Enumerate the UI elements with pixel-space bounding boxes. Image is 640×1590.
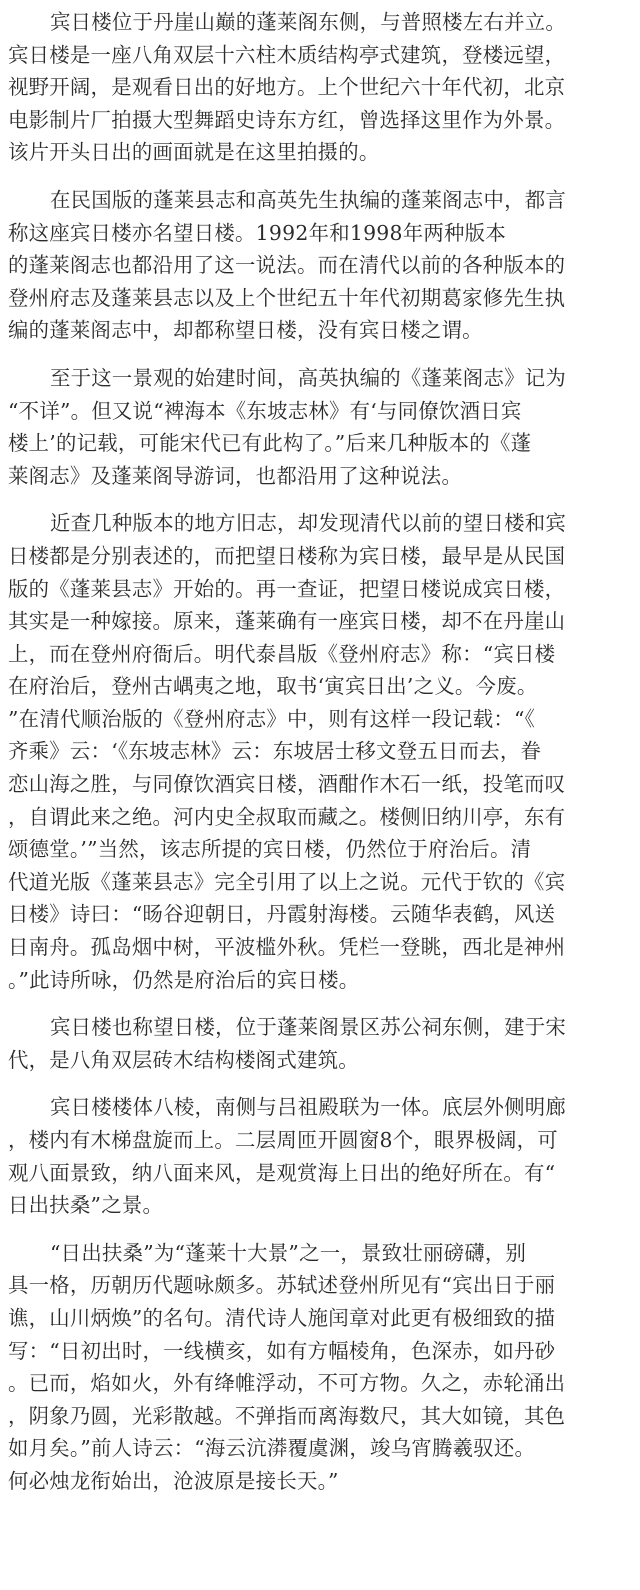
paragraph-7: [8, 1237, 632, 1498]
text-line: 在民国版的蓬莱县志和高英先生执编的蓬莱阁志中，都言: [50, 187, 567, 212]
text-line: 视野开阔，是观看日出的好地方。上个世纪六十年代初，北京: [8, 75, 566, 100]
text-line: 在府治后，登州古嵎夷之地，取书‘寅宾日出’之义。今废。: [8, 674, 538, 699]
text-line: 。已而，焰如火，外有绛帷浮动，不可方物。久之，赤轮涌出: [8, 1371, 566, 1396]
text-line: 观八面景致，纳八面来风，是观赏海上日出的绝好所在。有“: [8, 1160, 556, 1185]
text-line: “日出扶桑”为“蓬莱十大景”之一，景致壮丽磅礴，别: [50, 1240, 527, 1265]
paragraph-3: [8, 362, 632, 492]
text-line: 宾日楼位于丹崖山巅的蓬莱阁东侧，与普照楼左右并立。: [50, 10, 567, 34]
text-line: 。”此诗所咏，仍然是府治后的宾日楼。: [8, 967, 360, 992]
text-line: “不详”。但又说“裨海本《东坡志林》有‘与同僚饮酒日宾: [8, 398, 522, 423]
text-line: 称这座宾日楼亦名望日楼。1992年和1998年两种版本: [8, 220, 506, 245]
text-line: 的蓬莱阁志也都沿用了这一说法。而在清代以前的各种版本的: [8, 253, 566, 278]
text-line: 代道光版《蓬莱县志》完全引用了以上之说。元代于钦的《宾: [8, 869, 566, 894]
paragraph-5: [8, 1011, 632, 1076]
text-line: 谯，山川炳焕”的名句。清代诗人施闰章对此更有极细致的描: [8, 1305, 556, 1330]
text-line: 代，是八角双层砖木结构楼阁式建筑。: [8, 1047, 359, 1072]
text-line: 颂德堂。’”当然，该志所提的宾日楼，仍然位于府治后。清: [8, 837, 532, 862]
text-line: 楼上’的记载，可能宋代已有此构了。”后来几种版本的《蓬: [8, 431, 532, 456]
text-line: 宾日楼也称望日楼，位于蓬莱阁景区苏公祠东侧，建于宋: [50, 1015, 567, 1040]
text-line: ，楼内有木梯盘旋而上。二层周匝开圆窗8个，眼界极阔，可: [8, 1128, 558, 1152]
text-line: 至于这一景观的始建时间，高英执编的《蓬莱阁志》记为: [50, 365, 567, 390]
text-line: 莱阁志》及蓬莱阁导游词，也都沿用了这种说法。: [8, 463, 463, 488]
text-line: 登州府志及蓬莱县志以及上个世纪五十年代初期葛家修先生执: [8, 285, 566, 310]
text-line: 该片开头日出的画面就是在这里拍摄的。: [8, 140, 380, 165]
text-line: 恋山海之胜，与同僚饮酒宾日楼，酒酣作木石一纸，投笔而叹: [8, 772, 566, 797]
text-line: 其实是一种嫁接。原来，蓬莱确有一座宾日楼，却不在丹崖山: [8, 609, 566, 634]
text-line: 编的蓬莱阁志中，却都称望日楼，没有宾日楼之谓。: [8, 318, 483, 343]
text-line: 齐乘》云：‘《东坡志林》云：东坡居士移文登五日而去，眷: [8, 739, 542, 764]
paragraph-1: [8, 6, 632, 169]
text-line: 日南舟。孤岛烟中树，平波槛外秋。凭栏一登眺，西北是神州: [8, 935, 566, 960]
text-line: 宾日楼楼体八棱，南侧与吕祖殿联为一体。底层外侧明廊: [50, 1095, 567, 1120]
text-line: 近查几种版本的地方旧志，却发现清代以前的望日楼和宾: [50, 511, 567, 536]
text-line: ，阴象乃圆，光彩散越。不弹指而离海数尺，其大如镜，其色: [8, 1403, 566, 1428]
text-line: 版的《蓬莱县志》开始的。再一查证，把望日楼说成宾日楼，: [8, 576, 566, 601]
text-line: 日楼都是分别表述的，而把望日楼称为宾日楼，最早是从民国: [8, 543, 566, 568]
text-line: ”在清代顺治版的《登州府志》中，则有这样一段记载：“《: [8, 706, 536, 731]
text-line: 日出扶桑”之景。: [8, 1193, 164, 1218]
text-line: 电影制片厂拍摄大型舞蹈史诗东方红，曾选择这里作为外景。: [8, 107, 566, 132]
text-line: 写：“日初出时，一线横亥，如有方幅棱角，色深赤，如丹砂: [8, 1338, 556, 1363]
paragraph-2: [8, 184, 632, 347]
text-line: 宾日楼是一座八角双层十六柱木质结构亭式建筑，登楼远望，: [8, 42, 566, 67]
paragraph-6: [8, 1091, 632, 1221]
paragraph-4: [8, 507, 632, 996]
text-line: 具一格，历朝历代题咏颇多。苏轼述登州所见有“宾出日于丽: [8, 1273, 556, 1298]
text-line: 日楼》诗曰：“旸谷迎朝日，丹霞射海楼。云随华表鹤，风送: [8, 902, 556, 927]
text-line: 上，而在登州府衙后。明代泰昌版《登州府志》称：“宾日楼: [8, 641, 556, 666]
text-line: ，自谓此来之绝。河内史全叔取而藏之。楼侧旧纳川亭，东有: [8, 804, 566, 829]
text-line: 何必烛龙衔始出，沧波原是接长天。”: [8, 1468, 339, 1493]
text-line: 如月矣。”前人诗云：“海云沆漭覆虞渊，竣乌宵腾羲驭还。: [8, 1436, 536, 1461]
